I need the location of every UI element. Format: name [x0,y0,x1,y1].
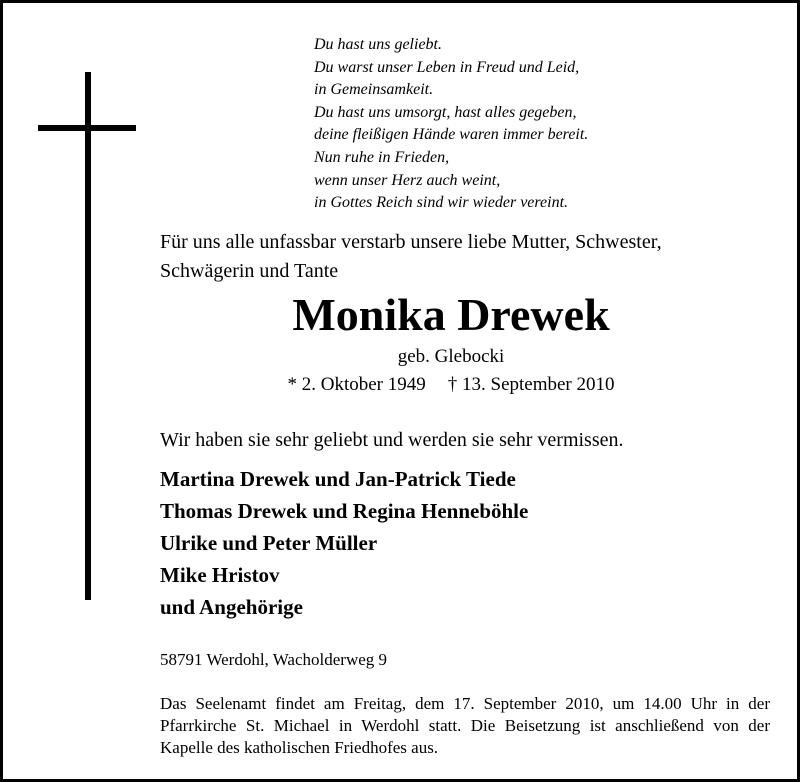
maiden-name: geb. Glebocki [397,346,505,367]
poem-line: in Gemeinsamkeit. [314,81,434,99]
poem-line: Nun ruhe in Frieden, [314,148,450,166]
poem-line: Du warst unser Leben in Freud und Leid, [314,58,580,76]
mourner-entry: Martina Drewek und Jan-Patrick Tiede [160,467,516,491]
poem-line: in Gottes Reich sind wir wieder vereint. [314,194,569,212]
memorial-poem [314,34,588,215]
cross-horizontal-bar [38,125,136,131]
farewell-message: Wir haben sie sehr geliebt und werden sie sehr vermissen. [160,429,624,451]
mourner-entry: und Angehörige [160,595,303,619]
mourner-entry: Ulrike und Peter Müller [160,531,378,555]
family-address: 58791 Werdohl, Wacholderweg 9 [160,650,388,669]
poem-line: Du hast uns geliebt. [314,36,442,53]
poem-line: deine fleißigen Hände waren immer bereit. [314,126,589,144]
life-dates [3,373,800,397]
funeral-notice: Das Seelenamt findet am Freitag, dem 17. September 2010, um 14.00 Uhr in der Pfarrkirche St. Michael in Werdohl statt. Die Beisetzung ist anschließend von der Kapelle des katholischen Friedhofes aus. [160,694,770,757]
deceased-name: Monika Drewek [292,289,610,340]
death-announcement-intro: Für uns alle unfassbar verstarb unsere liebe Mutter, Schwester, Schwägerin und Tante [160,231,662,282]
mourner-entry: Mike Hristov [160,563,280,587]
mourners-list [160,463,528,623]
poem-line: wenn unser Herz auch weint, [314,171,501,189]
death-date: † 13. September 2010 [447,374,615,395]
poem-line: Du hast uns umsorgt, hast alles gegeben, [314,103,577,121]
birth-date: * 2. Oktober 1949 [287,374,426,395]
mourner-entry: Thomas Drewek und Regina Henneböhle [160,499,529,523]
